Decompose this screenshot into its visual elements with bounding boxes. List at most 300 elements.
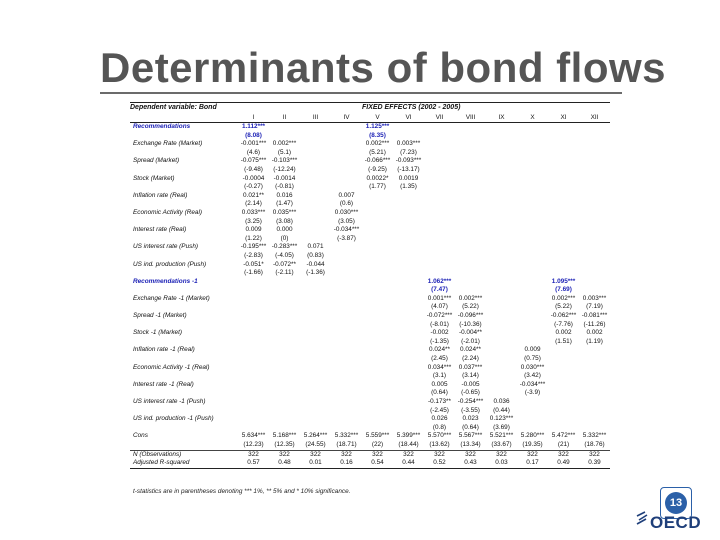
table-cell — [548, 192, 579, 201]
table-cell: 0.021** — [243, 191, 264, 199]
table-cell: -0.034*** — [333, 226, 360, 234]
row-label — [130, 372, 238, 381]
table-cell: -0.081*** — [581, 312, 608, 320]
table-cell: -0.0014 — [273, 174, 296, 182]
table-cell — [331, 329, 362, 338]
table-cell — [455, 132, 486, 141]
table-cell — [455, 157, 486, 166]
page-number: 13 — [665, 492, 687, 514]
table-row — [130, 140, 610, 149]
table-cell — [517, 286, 548, 295]
table-cell: 0.002*** — [272, 140, 297, 148]
table-cell — [548, 243, 579, 252]
table-row — [130, 166, 610, 175]
table-cell — [579, 252, 610, 261]
table-cell — [362, 338, 393, 347]
table-cell — [331, 132, 362, 141]
table-cell — [579, 346, 610, 355]
table-cell — [300, 295, 331, 304]
table-cell — [393, 261, 424, 270]
table-cell: (1.22) — [245, 234, 262, 242]
table-cell — [424, 157, 455, 166]
column-header: IV — [331, 113, 362, 123]
table-cell — [579, 261, 610, 270]
table-cell: (-3.87) — [337, 234, 356, 242]
table-cell — [269, 303, 300, 312]
table-cell — [393, 346, 424, 355]
table-cell: 322 — [393, 450, 424, 459]
table-cell: 0.57 — [238, 459, 269, 468]
table-cell — [393, 329, 424, 338]
table-cell: (19.35) — [522, 440, 543, 448]
table-cell — [455, 123, 486, 132]
table-cell: -0.001*** — [240, 140, 267, 148]
table-cell — [486, 235, 517, 244]
table-cell — [548, 398, 579, 407]
row-label: Stock -1 (Market) — [133, 329, 183, 337]
table-cell: 0.005 — [431, 380, 448, 388]
table-cell: 322 — [517, 450, 548, 459]
table-cell — [269, 312, 300, 321]
table-cell — [424, 200, 455, 209]
table-cell — [331, 364, 362, 373]
table-cell — [579, 278, 610, 287]
table-cell — [548, 381, 579, 390]
table-cell: 5.168*** — [272, 432, 297, 440]
table-cell — [579, 372, 610, 381]
table-cell — [269, 338, 300, 347]
table-cell — [517, 192, 548, 201]
column-header: VI — [393, 113, 424, 123]
table-cell — [269, 346, 300, 355]
table-cell — [300, 235, 331, 244]
table-cell — [300, 278, 331, 287]
row-label: Recommendations -1 — [133, 277, 198, 285]
table-cell — [300, 132, 331, 141]
table-row — [130, 312, 610, 321]
table-cell: (0.64) — [462, 423, 479, 431]
column-header: IX — [486, 113, 517, 123]
table-cell: (3.08) — [276, 217, 293, 225]
table-cell: 0.123*** — [489, 415, 514, 423]
table-cell — [300, 140, 331, 149]
table-cell — [269, 364, 300, 373]
table-cell — [455, 286, 486, 295]
table-cell: 0.016 — [276, 191, 293, 199]
row-label: Interest rate -1 (Real) — [133, 380, 194, 388]
table-cell: 0.007 — [338, 191, 355, 199]
table-cell: 0.030*** — [520, 363, 545, 371]
table-cell — [486, 149, 517, 158]
table-cell: (-2.45) — [430, 406, 449, 414]
table-cell — [300, 183, 331, 192]
table-cell: (1.47) — [276, 200, 293, 208]
table-cell — [517, 243, 548, 252]
table-header-row — [130, 103, 610, 114]
table-cell: (2.14) — [245, 200, 262, 208]
table-cell — [517, 278, 548, 287]
table-cell: -0.096*** — [457, 312, 484, 320]
table-cell: 322 — [362, 450, 393, 459]
table-cell — [269, 295, 300, 304]
table-cell: (1.19) — [586, 337, 603, 345]
table-cell — [486, 295, 517, 304]
table-cell — [548, 372, 579, 381]
table-cell — [300, 286, 331, 295]
table-cell: 1.062*** — [427, 277, 452, 285]
table-cell: (-7.76) — [554, 320, 573, 328]
row-label — [130, 183, 238, 192]
row-label — [130, 218, 238, 227]
table-cell — [362, 389, 393, 398]
table-cell — [424, 226, 455, 235]
table-row — [130, 321, 610, 330]
table-cell — [393, 218, 424, 227]
table-cell — [424, 252, 455, 261]
table-cell: 0.030*** — [334, 208, 359, 216]
table-cell: (0.75) — [524, 355, 541, 363]
table-cell — [300, 338, 331, 347]
table-cell: (3.42) — [524, 372, 541, 380]
table-cell — [238, 355, 269, 364]
table-cell — [517, 200, 548, 209]
row-label — [130, 269, 238, 278]
column-header: III — [300, 113, 331, 123]
table-cell — [424, 209, 455, 218]
table-cell: (-10.36) — [459, 320, 482, 328]
table-cell: (-2.83) — [244, 251, 263, 259]
table-cell — [269, 329, 300, 338]
row-label: US interest rate (Push) — [133, 243, 198, 251]
table-cell — [424, 261, 455, 270]
table-cell — [424, 166, 455, 175]
table-cell: -0.005 — [461, 380, 480, 388]
table-cell — [548, 389, 579, 398]
table-cell — [238, 389, 269, 398]
table-cell — [238, 338, 269, 347]
table-row — [130, 286, 610, 295]
table-cell — [486, 321, 517, 330]
table-cell — [238, 286, 269, 295]
table-cell: (12.35) — [274, 440, 295, 448]
table-cell — [455, 200, 486, 209]
table-cell — [393, 389, 424, 398]
table-cell: (0.8) — [432, 423, 447, 431]
table-cell — [331, 424, 362, 433]
column-header: V — [362, 113, 393, 123]
table-cell — [455, 261, 486, 270]
table-cell — [486, 183, 517, 192]
table-cell — [548, 235, 579, 244]
table-cell — [486, 226, 517, 235]
table-cell — [486, 175, 517, 184]
table-cell: (0) — [280, 234, 289, 242]
table-cell — [300, 175, 331, 184]
table-cell: 322 — [300, 450, 331, 459]
table-cell — [300, 149, 331, 158]
table-cell: -0.075*** — [240, 157, 267, 165]
table-row — [130, 132, 610, 141]
column-header: XII — [579, 113, 610, 123]
table-cell — [362, 295, 393, 304]
table-cell: (13.34) — [460, 440, 481, 448]
table-cell — [393, 286, 424, 295]
table-cell: (7.19) — [586, 303, 603, 311]
table-cell — [393, 269, 424, 278]
table-row — [130, 200, 610, 209]
table-cell: 0.035*** — [272, 208, 297, 216]
table-cell: 5.567*** — [458, 432, 483, 440]
table-cell — [331, 140, 362, 149]
table-cell — [362, 398, 393, 407]
table-cell: 0.002*** — [458, 294, 483, 302]
table-row — [130, 346, 610, 355]
table-cell — [517, 252, 548, 261]
table-cell — [300, 321, 331, 330]
table-cell: 0.54 — [362, 459, 393, 468]
table-cell: (3.14) — [462, 372, 479, 380]
table-row — [130, 192, 610, 201]
table-cell — [238, 398, 269, 407]
table-cell — [393, 424, 424, 433]
table-cell: (2.45) — [431, 355, 448, 363]
table-cell — [362, 278, 393, 287]
table-cell: (2.24) — [462, 355, 479, 363]
table-cell: (8.08) — [245, 131, 262, 139]
table-cell: (7.47) — [431, 286, 448, 294]
table-cell: (-1.66) — [244, 269, 263, 277]
table-cell — [331, 252, 362, 261]
table-cell — [331, 303, 362, 312]
table-cell — [300, 398, 331, 407]
table-row — [130, 424, 610, 433]
column-header: I — [238, 113, 269, 123]
table-row — [130, 450, 610, 459]
table-cell: 0.009 — [524, 346, 541, 354]
table-cell — [548, 175, 579, 184]
table-cell — [362, 243, 393, 252]
table-cell: 0.023 — [462, 415, 479, 423]
row-label — [130, 424, 238, 433]
table-cell — [486, 132, 517, 141]
table-cell — [455, 209, 486, 218]
table-cell — [362, 321, 393, 330]
table-row — [130, 209, 610, 218]
table-cell — [486, 381, 517, 390]
table-row — [130, 295, 610, 304]
table-cell — [424, 183, 455, 192]
table-cell — [486, 278, 517, 287]
table-cell — [455, 278, 486, 287]
table-cell: 5.332*** — [582, 432, 607, 440]
table-cell: 0.003*** — [582, 294, 607, 302]
table-cell — [393, 278, 424, 287]
table-cell — [362, 381, 393, 390]
table-cell — [393, 226, 424, 235]
table-cell — [517, 132, 548, 141]
table-cell — [362, 407, 393, 416]
table-cell — [300, 312, 331, 321]
table-cell — [455, 252, 486, 261]
table-cell — [486, 338, 517, 347]
table-cell: 322 — [331, 450, 362, 459]
table-cell — [548, 269, 579, 278]
table-cell — [548, 424, 579, 433]
table-cell — [455, 269, 486, 278]
column-header: XI — [548, 113, 579, 123]
table-cell: 0.034*** — [427, 363, 452, 371]
table-cell: 322 — [548, 450, 579, 459]
table-cell — [579, 389, 610, 398]
table-cell — [579, 132, 610, 141]
table-cell: -0.002 — [430, 329, 449, 337]
table-cell — [300, 407, 331, 416]
table-cell — [362, 200, 393, 209]
table-cell: (4.6) — [246, 148, 261, 156]
table-cell — [300, 372, 331, 381]
table-cell — [517, 235, 548, 244]
table-cell — [269, 132, 300, 141]
table-cell — [331, 407, 362, 416]
table-cell — [579, 209, 610, 218]
table-cell: (-3.9) — [524, 389, 541, 397]
table-row — [130, 183, 610, 192]
table-cell: 0.0019 — [398, 174, 419, 182]
table-cell — [393, 303, 424, 312]
table-cell — [331, 269, 362, 278]
table-row — [130, 175, 610, 184]
table-cell — [517, 226, 548, 235]
table-cell — [424, 175, 455, 184]
table-cell — [393, 295, 424, 304]
table-cell — [362, 226, 393, 235]
table-cell — [393, 235, 424, 244]
table-cell: -0.0004 — [242, 174, 265, 182]
table-footnote: t-statistics are in parentheses denoting *** 1%, ** 5% and * 10% significance. — [133, 488, 351, 495]
table-cell: 0.0022* — [366, 174, 389, 182]
table-row — [130, 235, 610, 244]
table-cell: (22) — [371, 440, 384, 448]
table-cell — [362, 235, 393, 244]
title-divider — [100, 92, 622, 94]
table-cell — [331, 312, 362, 321]
table-cell — [393, 355, 424, 364]
table-cell — [579, 157, 610, 166]
table-cell: 0.033*** — [241, 208, 266, 216]
table-cell — [393, 372, 424, 381]
table-cell — [362, 303, 393, 312]
table-cell: 0.001*** — [427, 294, 452, 302]
table-cell — [331, 295, 362, 304]
table-cell: -0.072** — [272, 260, 297, 268]
table-cell: 5.521*** — [489, 432, 514, 440]
table-row — [130, 364, 610, 373]
table-cell — [362, 329, 393, 338]
table-row — [130, 432, 610, 441]
table-cell — [455, 235, 486, 244]
table-cell — [331, 398, 362, 407]
table-cell: (8.35) — [369, 131, 386, 139]
column-header-row — [130, 113, 610, 123]
table-cell: (18.71) — [336, 440, 357, 448]
row-label: Economic Activity -1 (Real) — [133, 363, 210, 371]
table-cell — [486, 364, 517, 373]
table-cell — [238, 381, 269, 390]
table-cell — [548, 183, 579, 192]
table-cell: 1.112*** — [241, 123, 266, 130]
table-cell — [486, 269, 517, 278]
table-cell — [579, 235, 610, 244]
table-cell — [300, 364, 331, 373]
table-cell — [393, 243, 424, 252]
row-label: Economic Activity (Real) — [133, 208, 203, 216]
table-cell — [238, 321, 269, 330]
table-cell: 322 — [455, 450, 486, 459]
table-cell — [579, 398, 610, 407]
row-label — [130, 303, 238, 312]
table-cell — [579, 183, 610, 192]
table-cell — [300, 389, 331, 398]
table-cell: (-11.26) — [583, 320, 606, 328]
table-cell — [331, 321, 362, 330]
table-cell — [331, 389, 362, 398]
table-cell — [269, 424, 300, 433]
table-cell: -0.093*** — [395, 157, 422, 165]
table-cell — [579, 200, 610, 209]
table-cell — [393, 398, 424, 407]
table-cell — [486, 140, 517, 149]
table-cell — [517, 157, 548, 166]
table-cell — [455, 226, 486, 235]
table-cell — [486, 252, 517, 261]
slide-title: Determinants of bond flows — [100, 44, 667, 91]
table-cell — [300, 157, 331, 166]
table-cell — [548, 252, 579, 261]
table-cell — [548, 218, 579, 227]
table-cell — [548, 346, 579, 355]
table-cell — [362, 261, 393, 270]
table-cell — [517, 123, 548, 132]
table-cell — [331, 123, 362, 132]
table-cell — [269, 286, 300, 295]
table-row — [130, 123, 610, 132]
table-cell — [331, 243, 362, 252]
table-cell: (3.05) — [338, 217, 355, 225]
table-cell: -0.066*** — [364, 157, 391, 165]
table-cell — [548, 415, 579, 424]
table-cell — [238, 278, 269, 287]
row-label: Inflation rate -1 (Real) — [133, 346, 195, 354]
row-label: Interest rate (Real) — [133, 226, 187, 234]
table-cell — [362, 372, 393, 381]
table-cell — [238, 295, 269, 304]
table-cell — [393, 338, 424, 347]
table-cell: (3.69) — [493, 423, 510, 431]
row-label: Exchange Rate (Market) — [133, 140, 203, 148]
table-cell — [548, 132, 579, 141]
table-cell: (-9.48) — [244, 165, 263, 173]
row-label — [130, 166, 238, 175]
row-label: Cons — [133, 432, 148, 440]
table-cell: (-0.81) — [275, 183, 294, 191]
table-cell: -0.195*** — [240, 243, 267, 251]
table-row — [130, 226, 610, 235]
table-cell — [486, 329, 517, 338]
table-cell: 5.570*** — [427, 432, 452, 440]
table-cell — [517, 183, 548, 192]
row-label: Recommendations — [133, 123, 191, 130]
table-cell — [548, 157, 579, 166]
